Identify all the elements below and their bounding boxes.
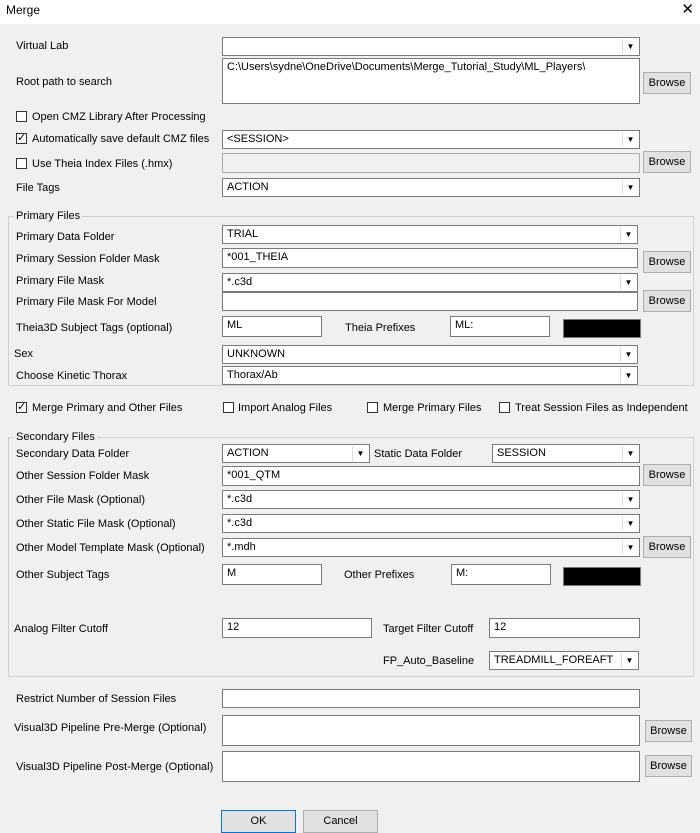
title-bar	[0, 0, 700, 24]
other-subject-tags-input[interactable]: M	[222, 564, 322, 585]
primary-data-folder-dropdown[interactable]: TRIAL ▼	[222, 225, 638, 244]
chevron-down-icon: ▼	[622, 132, 638, 147]
theia-prefixes-label: Theia Prefixes	[345, 322, 416, 334]
primary-file-mask-dropdown[interactable]: *.c3d ▼	[222, 273, 638, 292]
theia-index-input[interactable]	[222, 153, 640, 173]
primary-model-mask-input[interactable]	[222, 292, 638, 311]
theia-subject-tags-input[interactable]: ML	[222, 316, 322, 337]
other-static-mask-label: Other Static File Mask (Optional)	[16, 518, 176, 530]
auto-save-checkbox[interactable]: ✓	[17, 132, 27, 144]
primary-file-mask-label: Primary File Mask	[16, 275, 105, 287]
target-cutoff-label: Target Filter Cutoff	[383, 623, 474, 635]
merge-primary-checkbox[interactable]	[367, 402, 378, 413]
primary-session-mask-label: Primary Session Folder Mask	[16, 253, 160, 265]
other-static-mask-dropdown[interactable]: *.c3d ▼	[222, 514, 640, 533]
treat-session-label: Treat Session Files as Independent	[515, 402, 688, 414]
merge-primary-label: Merge Primary Files	[383, 402, 482, 414]
open-cmz-checkbox[interactable]	[16, 111, 27, 122]
chevron-down-icon: ▼	[620, 227, 636, 242]
chevron-down-icon: ▼	[622, 492, 638, 507]
pre-merge-label: Visual3D Pipeline Pre-Merge (Optional)	[14, 722, 207, 734]
auto-save-label: Automatically save default CMZ files	[32, 133, 210, 145]
kinetic-thorax-dropdown[interactable]: Thorax/Ab ▼	[222, 366, 638, 385]
theia-prefixes-input[interactable]: ML:	[450, 316, 550, 337]
chevron-down-icon: ▼	[622, 180, 638, 195]
sex-label: Sex	[14, 348, 33, 360]
other-file-mask-label: Other File Mask (Optional)	[16, 494, 145, 506]
theia-subject-tags-label: Theia3D Subject Tags (optional)	[16, 322, 173, 334]
root-path-browse-button[interactable]: Browse	[643, 72, 691, 94]
other-session-mask-label: Other Session Folder Mask	[16, 470, 150, 482]
auto-save-dropdown[interactable]: <SESSION> ▼	[222, 130, 640, 149]
static-data-folder-label: Static Data Folder	[374, 448, 463, 460]
chevron-down-icon: ▼	[622, 39, 638, 54]
primary-session-browse-button[interactable]: Browse	[643, 251, 691, 273]
kinetic-thorax-label: Choose Kinetic Thorax	[16, 370, 128, 382]
other-session-mask-input[interactable]: *001_QTM	[222, 466, 640, 486]
theia-index-checkbox[interactable]	[16, 158, 27, 169]
analog-cutoff-label: Analog Filter Cutoff	[14, 623, 108, 635]
close-icon[interactable]: ✕	[681, 1, 694, 18]
merge-other-checkbox[interactable]: ✓	[17, 401, 27, 413]
secondary-data-folder-label: Secondary Data Folder	[16, 448, 130, 460]
post-merge-label: Visual3D Pipeline Post-Merge (Optional)	[16, 761, 214, 773]
target-cutoff-input[interactable]: 12	[489, 618, 640, 638]
cancel-button[interactable]: Cancel	[303, 810, 378, 833]
other-file-mask-dropdown[interactable]: *.c3d ▼	[222, 490, 640, 509]
post-merge-input[interactable]	[222, 751, 640, 782]
restrict-label: Restrict Number of Session Files	[16, 693, 177, 705]
chevron-down-icon: ▼	[621, 653, 637, 668]
virtual-lab-label: Virtual Lab	[16, 40, 69, 52]
merge-other-label: Merge Primary and Other Files	[32, 402, 183, 414]
pre-merge-browse-button[interactable]: Browse	[645, 720, 692, 742]
window-title: Merge	[6, 3, 41, 17]
chevron-down-icon: ▼	[620, 368, 636, 383]
fp-baseline-dropdown[interactable]: TREADMILL_FOREAFT ▼	[489, 651, 639, 670]
pre-merge-input[interactable]	[222, 715, 640, 746]
secondary-data-folder-dropdown[interactable]: ACTION ▼	[222, 444, 370, 463]
other-model-browse-button[interactable]: Browse	[643, 536, 691, 558]
chevron-down-icon: ▼	[620, 275, 636, 290]
other-model-template-label: Other Model Template Mask (Optional)	[16, 542, 205, 554]
root-path-input[interactable]: C:\Users\sydne\OneDrive\Documents\Merge_Tutorial_Study\ML_Players\	[222, 58, 640, 104]
primary-model-mask-label: Primary File Mask For Model	[16, 296, 157, 308]
post-merge-browse-button[interactable]: Browse	[645, 755, 692, 777]
chevron-down-icon: ▼	[620, 347, 636, 362]
other-model-template-dropdown[interactable]: *.mdh ▼	[222, 538, 640, 557]
root-path-label: Root path to search	[16, 76, 113, 88]
import-analog-label: Import Analog Files	[238, 402, 333, 414]
static-data-folder-dropdown[interactable]: SESSION ▼	[492, 444, 640, 463]
other-prefixes-input[interactable]: M:	[451, 564, 551, 585]
primary-session-mask-input[interactable]: *001_THEIA	[222, 248, 638, 268]
file-tags-dropdown[interactable]: ACTION ▼	[222, 178, 640, 197]
chevron-down-icon: ▼	[622, 540, 638, 555]
file-tags-label: File Tags	[16, 182, 60, 194]
sex-dropdown[interactable]: UNKNOWN ▼	[222, 345, 638, 364]
virtual-lab-dropdown[interactable]	[222, 37, 640, 56]
ok-button[interactable]: OK	[221, 810, 296, 833]
other-prefixes-label: Other Prefixes	[344, 569, 415, 581]
open-cmz-label: Open CMZ Library After Processing	[32, 111, 206, 123]
secondary-files-title: Secondary Files	[16, 431, 95, 443]
other-session-browse-button[interactable]: Browse	[643, 464, 691, 486]
fp-baseline-label: FP_Auto_Baseline	[383, 655, 475, 667]
theia-index-label: Use Theia Index Files (.hmx)	[32, 158, 173, 170]
other-subject-tags-label: Other Subject Tags	[16, 569, 110, 581]
other-color-swatch[interactable]	[563, 567, 641, 586]
theia-index-browse-button[interactable]: Browse	[643, 151, 691, 173]
import-analog-checkbox[interactable]	[223, 402, 234, 413]
primary-model-browse-button[interactable]: Browse	[643, 290, 691, 312]
primary-files-title: Primary Files	[16, 210, 81, 222]
primary-data-folder-label: Primary Data Folder	[16, 231, 115, 243]
analog-cutoff-input[interactable]: 12	[222, 618, 372, 638]
treat-session-checkbox[interactable]	[499, 402, 510, 413]
chevron-down-icon: ▼	[622, 446, 638, 461]
chevron-down-icon: ▼	[622, 516, 638, 531]
chevron-down-icon: ▼	[352, 446, 368, 461]
theia-color-swatch[interactable]	[563, 319, 641, 338]
restrict-input[interactable]	[222, 689, 640, 708]
